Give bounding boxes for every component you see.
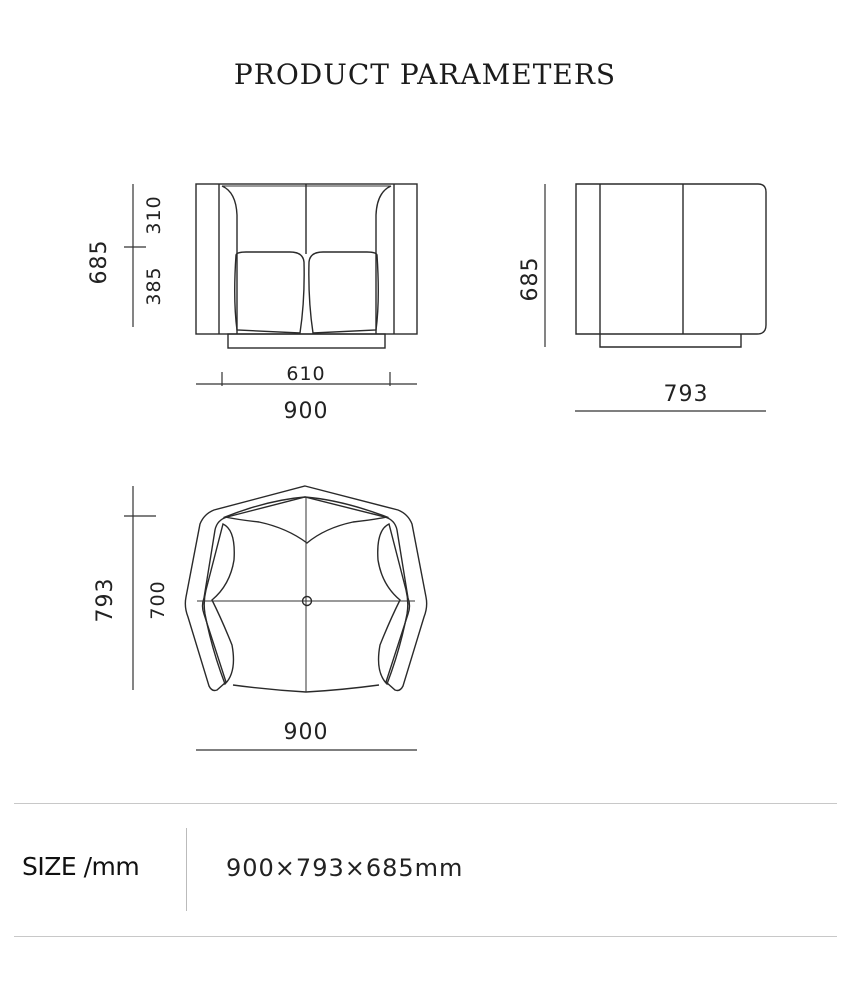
- side-base: [600, 334, 741, 347]
- front-height-back-label: 310: [143, 195, 165, 235]
- page-title: PRODUCT PARAMETERS: [233, 58, 617, 91]
- size-separator: [186, 828, 187, 911]
- divider-bottom: [14, 936, 837, 937]
- side-height-total-label: 685: [518, 256, 543, 302]
- side-depth-total-label: 793: [663, 382, 709, 407]
- divider-top: [14, 803, 837, 804]
- front-seat-cushion-left: [235, 252, 304, 333]
- front-height-total-label: 685: [87, 239, 112, 285]
- top-depth-total-label: 793: [93, 577, 118, 623]
- front-height-seat-label: 385: [143, 266, 165, 306]
- front-view: [87, 184, 417, 424]
- front-width-total-label: 900: [283, 399, 329, 424]
- top-width-total-label: 900: [283, 720, 329, 745]
- top-view: [93, 486, 427, 750]
- front-base: [228, 334, 385, 348]
- front-seat-width-label: 610: [286, 363, 326, 385]
- side-view: [518, 184, 766, 411]
- top-depth-inner-label: 700: [147, 580, 169, 620]
- front-seat-cushion-right: [309, 252, 378, 333]
- side-outline: [576, 184, 766, 334]
- size-label: SIZE /mm: [22, 852, 140, 881]
- size-value: 900×793×685mm: [226, 854, 464, 882]
